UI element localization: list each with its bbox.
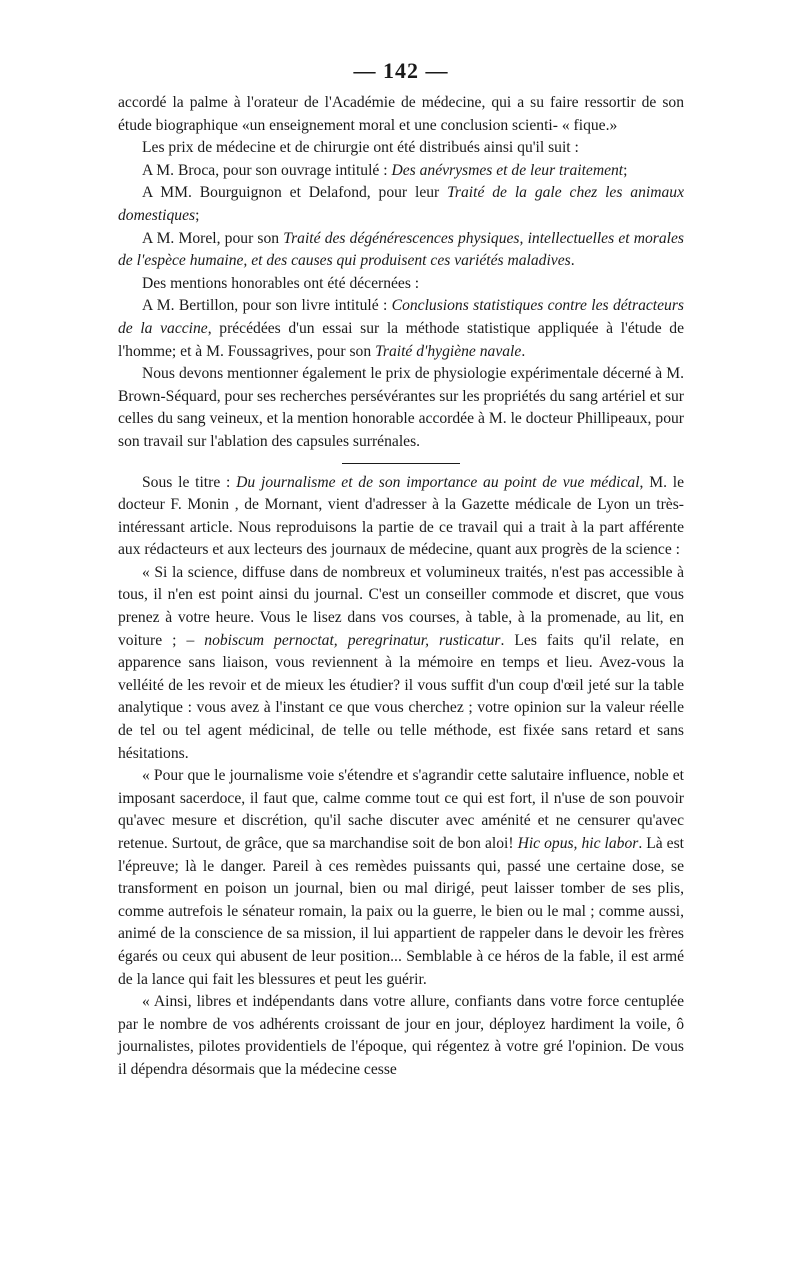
- paragraph-journalisme-intro: [118, 472, 684, 562]
- paragraph-mentions-bertillon: [118, 295, 684, 363]
- work-title: Traité de la gale chez les animaux domestiques: [118, 184, 684, 224]
- paragraph-quote-journalisme: [118, 765, 684, 991]
- text-lead: A M. Broca, pour son ouvrage intitulé :: [142, 161, 392, 179]
- paragraph-prix-intro: Les prix de médecine et de chirurgie ont été distribués ainsi qu'il suit :: [142, 139, 579, 157]
- paragraph-prix-morel: [118, 228, 684, 273]
- paragraph-prix-physiologie: Nous devons mentionner également le prix de physiologie expérimentale décerné à M. Brown-Séquard, pour ses recherches persévérantes sur les propriétés du sang artériel et sur celles du sang veineux, et la mention honorable accordée à M. le docteur Phillipeaux, pour son travail sur l'ablation des capsules surrénales.: [118, 365, 684, 450]
- paragraph-prix-bourguignon: [118, 182, 684, 227]
- text-lead: Sous le titre :: [142, 473, 237, 491]
- book-page: [118, 58, 684, 1082]
- text-tail: , M. le docteur F. Monin , de Mornant, vient d'adresser à la Gazette médicale de Lyon un très-intéressant article. Nous reproduisons la partie de ce travail qui a trait à la part afférente aux rédacteurs et aux lecteurs des journaux de médecine, quant aux progrès de la science :: [118, 473, 685, 559]
- article-title: Du journalisme et de son importance au point de vue médical: [236, 473, 640, 491]
- text-tail: . Là est l'épreuve; là le danger. Pareil à ces remèdes puissants qui, passé une certaine dose, se transforment en poison un journal, bien ou mal dirigé, peut laisser tomber de ses plis, comme autrefois le sénateur romain, la paix ou la guerre, le bien ou le mal ; comme aussi, animé de la conscience de sa mission, il lui appartient de rappeler dans le devoir les frères égarés ou ceux qui abusent de leur position... Semblable à ce héros de la fable, il est armé de la lance qui fait les blessures et peut les guérir.: [118, 835, 685, 988]
- text-tail: ;: [195, 206, 200, 224]
- latin-phrase: Hic opus, hic labor: [517, 835, 639, 852]
- text-lead: « Pour que le journalisme voie s'étendre et s'agrandir cette salutaire influence, noble et imposant sacerdoce, il faut que, calme comme tout ce qui est fort, il n'use de son pouvoir qu'avec mesure et discrétion, qu'il sache discuter avec aménité et ne censurer qu'avec retenue. Surtout, de grâce, que sa marchandise soit de bon aloi!: [118, 767, 684, 852]
- paragraph-quote-science: [118, 562, 684, 765]
- text-lead: A M. Bertillon, pour son livre intitulé :: [142, 297, 392, 315]
- text-lead: « Si la science, diffuse dans de nombreux et volumineux traités, n'est pas accessible à tous, il n'en est point ainsi du journal. C'est un conseiller commode et discret, que vous prenez à votre heure. Vous le lisez dans vos courses, à table, à la promenade, au lit, en voiture ; –: [118, 563, 684, 649]
- work-title: Traité des dégénérescences physiques, intellectuelles et morales de l'espèce humaine, et des causes qui produisent ces variétés maladives: [118, 229, 684, 270]
- text-tail: . Les faits qu'il relate, en apparence sans liaison, vous reviennent à la mémoire en temps et lieu. Avez-vous la velléité de les revoir et de mieux les étudier? il vous suffit d'un coup d'œil jeté sur la table analytique : vous avez à l'instant ce que vous cherchez ; votre opinion sur la valeur réelle de tel ou tel agent médicinal, de telle ou telle méthode, est fixée sans retard et sans hésitations.: [118, 631, 684, 762]
- section-divider: [342, 463, 460, 464]
- work-title: Des anévrysmes et de leur traitement: [391, 161, 624, 179]
- work-title: Conclusions statistiques contre les détracteurs de la vaccine: [118, 297, 684, 337]
- text-middle: , précédées d'un essai sur la méthode statistique appliquée à l'étude de l'homme; et à M. Foussagrives, pour son: [118, 319, 684, 360]
- paragraph-quote-journalistes: « Ainsi, libres et indépendants dans votre allure, confiants dans votre force centuplée par le nombre de vos adhérents croissant de jour en jour, déployez hardiment la voile, ô journalistes, pilotes providentiels de l'époque, qui régentez à votre gré l'opinion. De vous il dépendra désormais que la médecine cesse: [118, 993, 684, 1078]
- text-lead: A M. Morel, pour son: [142, 229, 284, 247]
- paragraph-prix-broca: [118, 160, 684, 183]
- work-title: Traité d'hygiène navale: [375, 342, 522, 360]
- text-tail: .: [521, 342, 526, 360]
- paragraph-academie-conclusion: accordé la palme à l'orateur de l'Académie de médecine, qui a su faire ressortir de son étude biographique «un enseignement moral et une conclusion scienti- « fique.»: [118, 94, 684, 134]
- text-tail: .: [570, 252, 575, 270]
- page-number: — 142 —: [353, 58, 449, 83]
- paragraph-mentions-intro: Des mentions honorables ont été décernées :: [142, 274, 420, 292]
- text-lead: A MM. Bourguignon et Delafond, pour leur: [142, 184, 448, 202]
- latin-phrase: nobiscum pernoctat, peregrinatur, rusticatur: [204, 631, 501, 649]
- text-tail: ;: [623, 161, 628, 179]
